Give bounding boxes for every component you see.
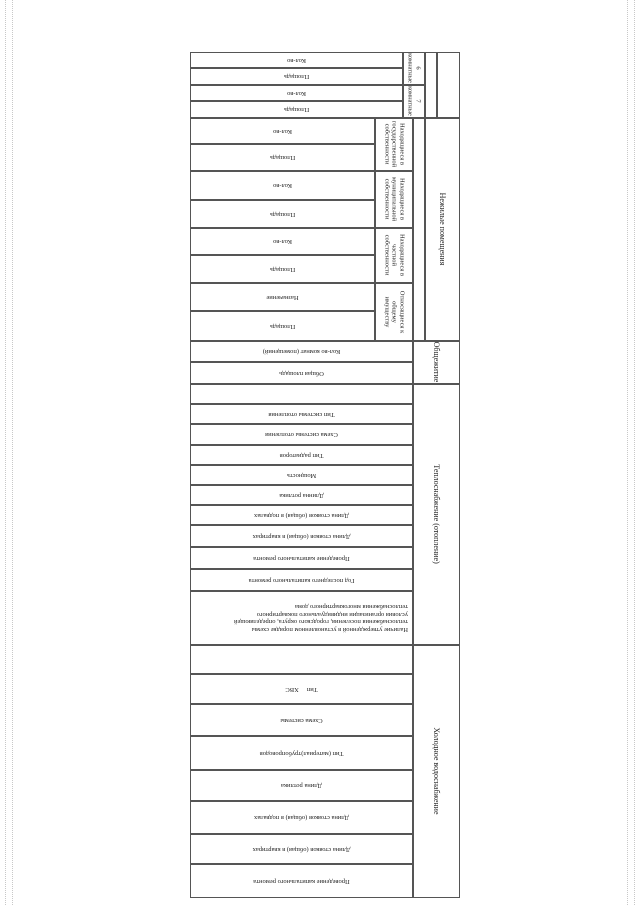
scan-edge-left-outer: [5, 0, 6, 905]
cold-water-blank-cell: [190, 645, 413, 674]
nonresidential-spacer: [413, 118, 425, 341]
col-seven-room-area: Площадь: [190, 101, 403, 118]
col-private-qty: Кол-во: [190, 228, 375, 255]
col-system-scheme: Схема системы: [190, 704, 413, 736]
col-heat-system-type: Тип системы отопления: [190, 404, 413, 424]
col-total-area: Общая площадь: [190, 362, 413, 384]
col-hvs-riser-length: Длина ротлика: [190, 770, 413, 801]
col-six-room-area: Площадь: [190, 68, 403, 85]
col-heat-len-basement: Длина стояков (общая) в подвалах: [190, 505, 413, 525]
col-riser-length: Длинна ротлика: [190, 485, 413, 505]
col-last-capital-repair-year: Год последнего капитального ремонта: [190, 569, 413, 591]
col-state-area: Площадь: [190, 144, 375, 171]
col-private-area: Площадь: [190, 255, 375, 283]
col-hvs-capital-repair: Проведение капитального ремонта: [190, 864, 413, 898]
group-dormitory: Общежитие: [413, 341, 460, 384]
rooms-6-7-spacer: [425, 52, 437, 118]
subgroup-municipal-owned: Находящиеся в муниципальной собственности: [375, 171, 413, 228]
col-hvs-type: ТипХВС: [190, 674, 413, 704]
group-heating: Теплоснабжение (отопление): [413, 384, 460, 645]
col-seven-room-qty: Кол-во: [190, 85, 403, 101]
group-cold-water: Холодное водоснабжение: [413, 645, 460, 898]
col-six-room-qty: Кол-во: [190, 52, 403, 68]
scan-edge-right-outer: [634, 0, 635, 905]
group-rooms-6-7: [437, 52, 460, 118]
col-municipal-qty: Кол-во: [190, 171, 375, 200]
col-heat-scheme-approval: Наличие утвержденной в установленном порядке схемы теплоснабжения поселения, городского округа, определяющей условия организации индивидуального поквартирного теплоснабжения многоквартирного дома: [190, 591, 413, 645]
heating-blank-cell: [190, 384, 413, 404]
col-common-area: Площадь: [190, 311, 375, 341]
col-heat-capital-repair: Проведение капитального ремонта: [190, 547, 413, 569]
col-radiator-type: Тип радиаторов: [190, 445, 413, 465]
col-heat-len-apartments: Длина стояков (общая) в квартирах: [190, 525, 413, 547]
scan-edge-left-inner: [12, 0, 13, 905]
col-hvs-len-apartments: Длина стояков (общая) в квартирах: [190, 834, 413, 864]
col-hvs-len-basement: Длина стояков (общая) в подвалах: [190, 801, 413, 834]
col-common-purpose: Назначение: [190, 283, 375, 311]
subgroup-seven-room: 7 комнатные: [403, 85, 425, 118]
col-municipal-area: Площадь: [190, 200, 375, 228]
col-pipe-material: Тип (материал)трубопроводов: [190, 736, 413, 770]
subgroup-six-room: 6 комнатные: [403, 52, 425, 85]
scan-edge-right-inner: [627, 0, 628, 905]
col-power: Мощность: [190, 465, 413, 485]
subgroup-state-owned: Находящиеся в государственной собственности: [375, 118, 413, 171]
subgroup-common-property: Относящиеся к общему имуществу: [375, 283, 413, 341]
subgroup-private-owned: Находящиеся в частной собственности: [375, 228, 413, 283]
col-heat-system-scheme: Схема системы отопления: [190, 424, 413, 445]
col-rooms-qty: Кол-во комнат (помещений): [190, 341, 413, 362]
group-nonresidential: Нежилые помещения: [425, 118, 460, 341]
rotated-table-sheet: [190, 52, 460, 898]
col-state-qty: Кол-во: [190, 118, 375, 144]
